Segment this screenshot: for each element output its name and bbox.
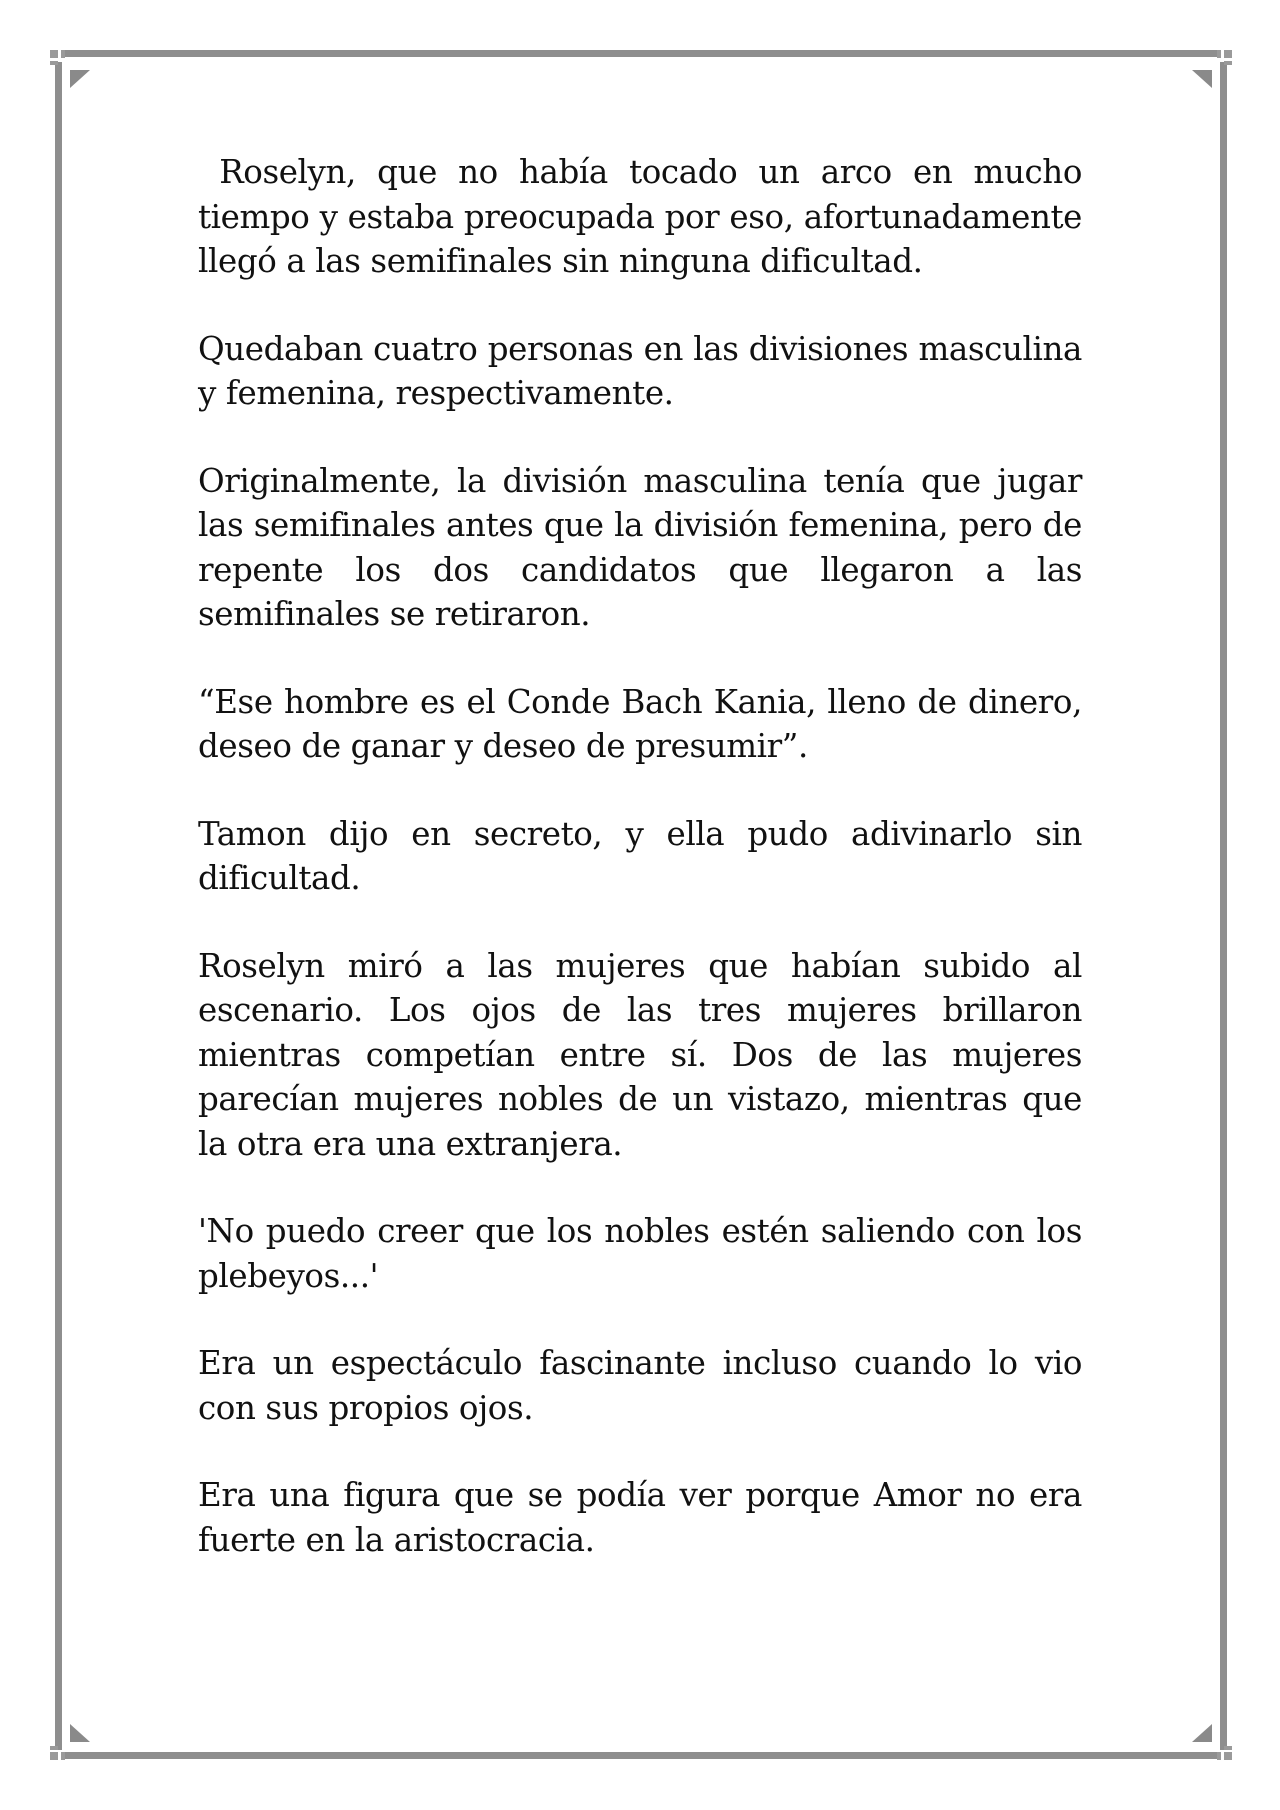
- paragraph: Tamon dijo en secreto, y ella pudo adivinarlo sin dificultad.: [198, 814, 1092, 897]
- paragraph: Era una figura que se podía ver porque Amor no era fuerte en la aristocracia.: [198, 1476, 1092, 1559]
- paragraph: Quedaban cuatro personas en las divisiones masculina y femenina, respectivamente.: [198, 329, 1092, 412]
- paragraph: 'No puedo creer que los nobles estén saliendo con los plebeyos...': [198, 1212, 1092, 1295]
- paragraph: “Ese hombre es el Conde Bach Kania, lleno de dinero, deseo de ganar y deseo de presumir”.: [198, 682, 1092, 765]
- paragraph: Era un espectáculo fascinante incluso cuando lo vio con sus propios ojos.: [198, 1344, 1092, 1427]
- document-body: [198, 150, 1092, 1605]
- paragraph: Originalmente, la división masculina tenía que jugar las semifinales antes que la división femenina, pero de repente los dos candidatos que llegaron a las semifinales se retiraron.: [198, 461, 1092, 633]
- paragraph: Roselyn, que no había tocado un arco en mucho tiempo y estaba preocupada por eso, afortunadamente llegó a las semifinales sin ninguna dificultad.: [198, 153, 1092, 280]
- paragraph: Roselyn miró a las mujeres que habían subido al escenario. Los ojos de las tres mujeres brillaron mientras competían entre sí. Dos de las mujeres parecían mujeres nobles de un vistazo, mientras que la otra era una extranjera.: [198, 946, 1092, 1163]
